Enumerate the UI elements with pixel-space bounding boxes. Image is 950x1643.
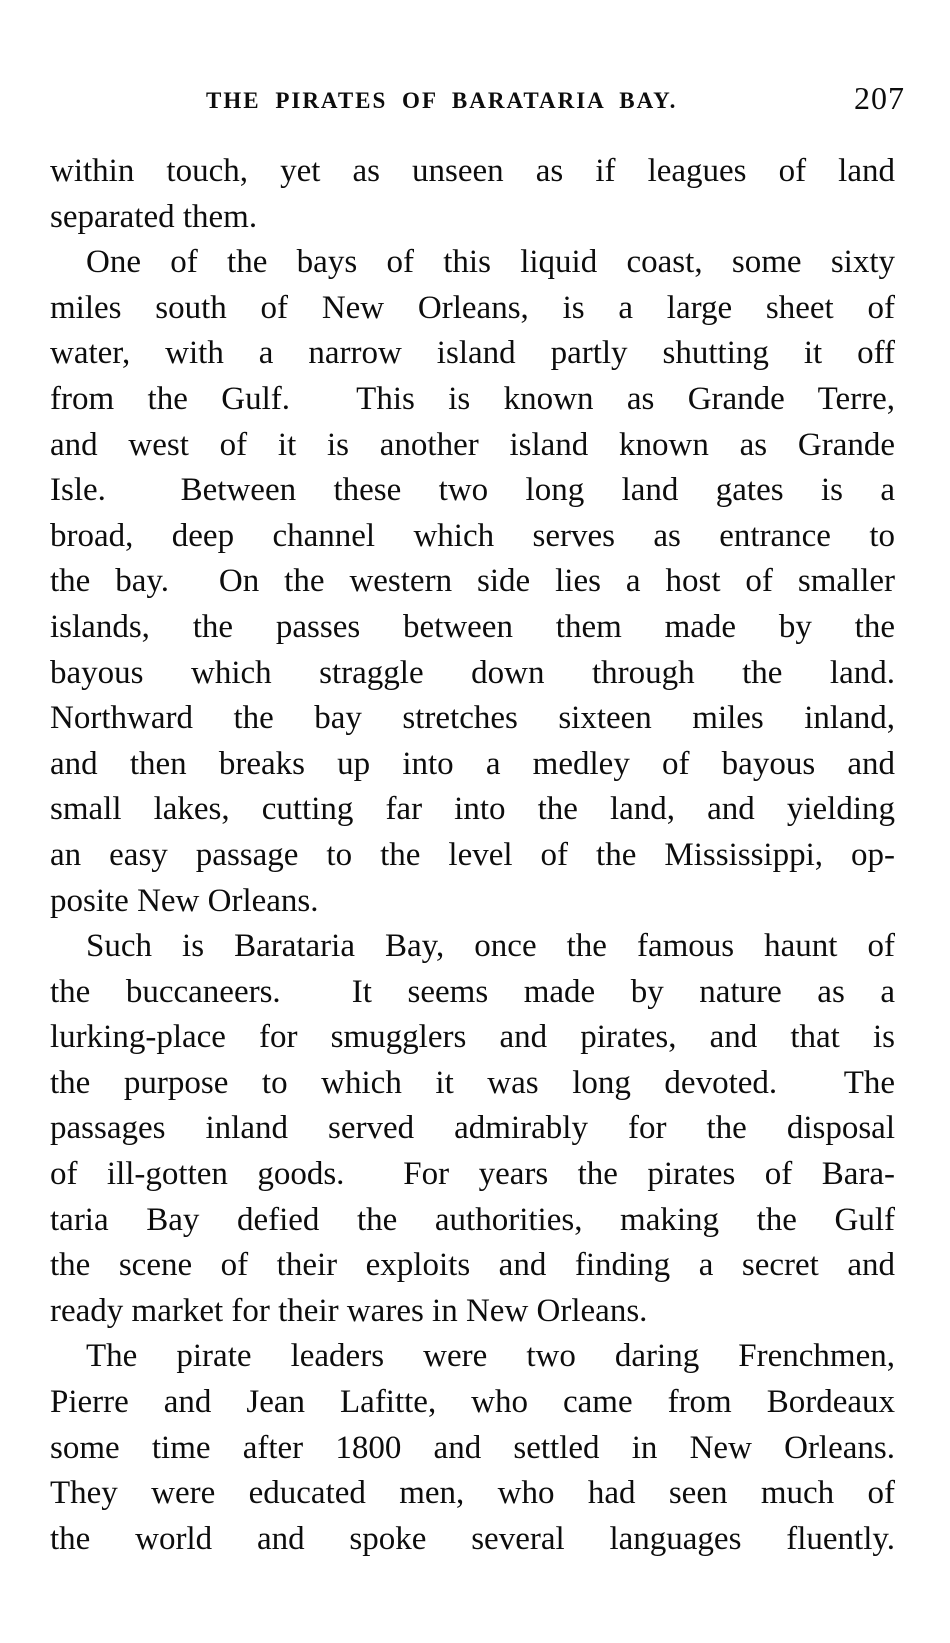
text-line: some time after 1800 and settled in New Orleans. — [50, 1429, 895, 1466]
text-line: miles south of New Orleans, is a large sheet of — [50, 289, 895, 326]
text-line: islands, the passes between them made by the — [50, 608, 895, 645]
text-line: Such is Barataria Bay, once the famous haunt of — [86, 928, 895, 965]
text-line: Northward the bay stretches sixteen miles inland, — [50, 700, 895, 737]
text-line: and then breaks up into a medley of bayous and — [50, 745, 895, 782]
text-line: passages inland served admirably for the disposal — [50, 1110, 895, 1147]
text-line: lurking-place for smugglers and pirates, and that is — [50, 1019, 895, 1056]
page-header-title: THE PIRATES OF BARATARIA BAY. — [206, 88, 678, 113]
text-line: Isle. Between these two long land gates is a — [50, 472, 895, 509]
text-line: the buccaneers. It seems made by nature as a — [50, 973, 895, 1010]
text-line: within touch, yet as unseen as if leagues of land — [50, 153, 895, 189]
text-line: and west of it is another island known as Grande — [50, 426, 895, 463]
text-line: the world and spoke several languages fluently. — [50, 1520, 895, 1557]
running-header — [50, 80, 905, 120]
text-line: from the Gulf. This is known as Grande Terre, — [50, 380, 895, 417]
text-line: bayous which straggle down through the land. — [50, 654, 895, 691]
text-line: the purpose to which it was long devoted. The — [50, 1064, 895, 1101]
text-line: Pierre and Jean Lafitte, who came from Bordeaux — [50, 1384, 895, 1421]
text-line: the bay. On the western side lies a host of smaller — [50, 563, 895, 600]
text-line: water, with a narrow island partly shutting it off — [50, 335, 895, 372]
text-line: of ill-gotten goods. For years the pirates of Bara- — [50, 1156, 895, 1193]
text-line: separated them. — [50, 198, 258, 235]
text-line: small lakes, cutting far into the land, and yielding — [50, 791, 895, 828]
text-line: broad, deep channel which serves as entrance to — [50, 517, 895, 554]
text-line: posite New Orleans. — [50, 882, 319, 919]
text-line: the scene of their exploits and finding a secret and — [50, 1247, 895, 1284]
text-line: They were educated men, who had seen much of — [50, 1475, 895, 1512]
text-line: taria Bay defied the authorities, making the Gulf — [50, 1201, 895, 1238]
text-line: The pirate leaders were two daring Frenchmen, — [86, 1338, 895, 1375]
page-number: 207 — [854, 80, 905, 116]
body-text — [50, 149, 895, 1562]
text-line: an easy passage to the level of the Mississippi, op- — [50, 836, 895, 873]
text-line: One of the bays of this liquid coast, some sixty — [86, 244, 895, 281]
text-line: ready market for their wares in New Orleans. — [50, 1292, 648, 1329]
